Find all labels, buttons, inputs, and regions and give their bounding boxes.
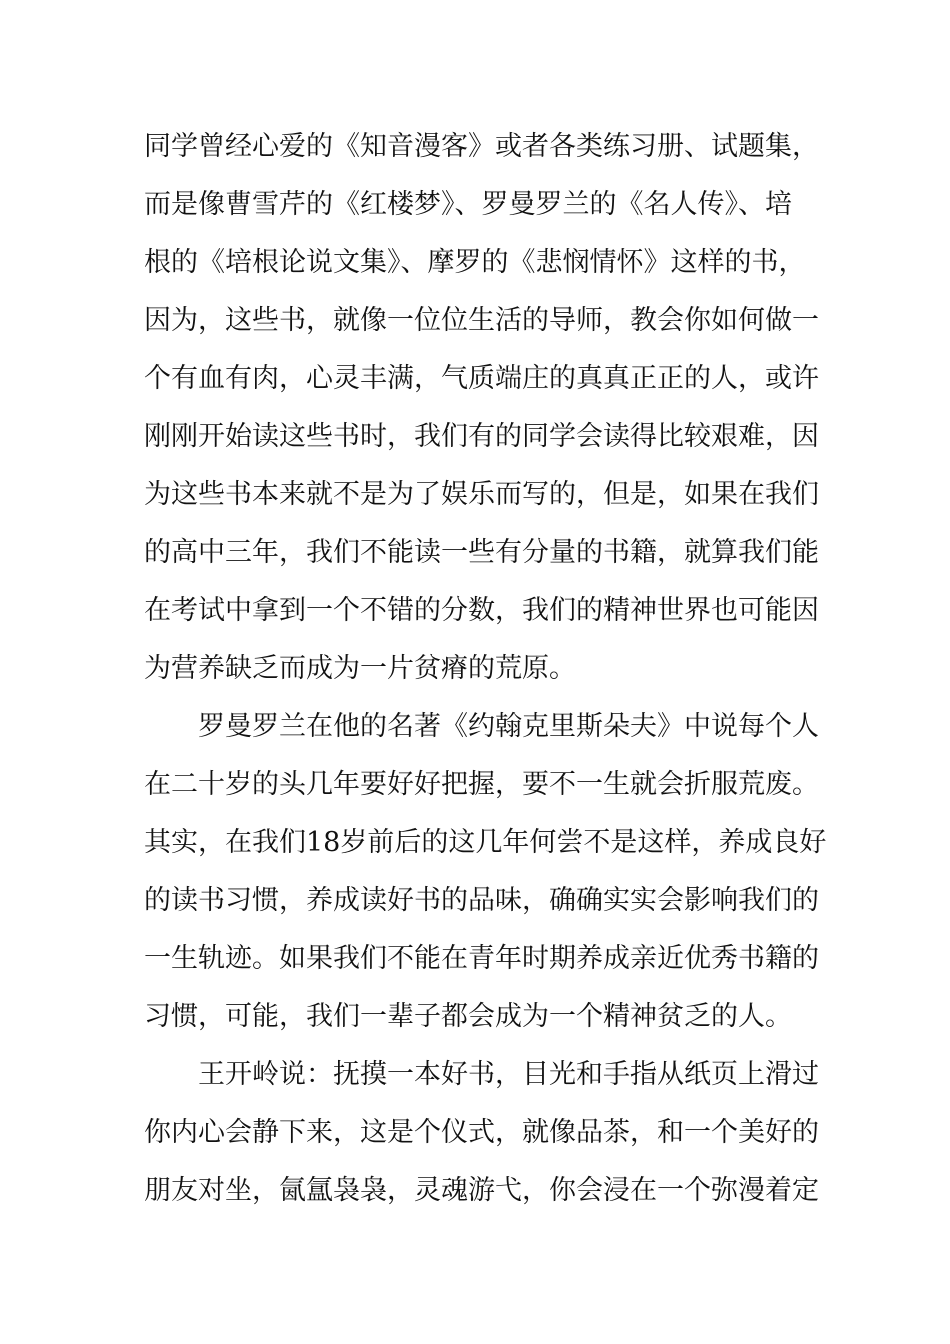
text-line: 其实，在我们18岁前后的这几年何尝不是这样，养成良好 — [144, 827, 827, 858]
text-line: 在二十岁的头几年要好好把握，要不一生就会折服荒废。 — [144, 769, 819, 800]
text-line: 因为，这些书，就像一位位生活的导师，教会你如何做一 — [144, 305, 819, 336]
text-line: 而是像曹雪芹的《红楼梦》、罗曼罗兰的《名人传》、培 — [144, 189, 792, 220]
text-line: 朋友对坐，氤氲袅袅，灵魂游弋，你会浸在一个弥漫着定 — [144, 1175, 819, 1206]
text-line: 为这些书本来就不是为了娱乐而写的，但是，如果在我们 — [144, 479, 819, 510]
document-body — [144, 118, 827, 1220]
text-line: 习惯，可能，我们一辈子都会成为一个精神贫乏的人。 — [144, 1001, 792, 1032]
text-line: 为营养缺乏而成为一片贫瘠的荒原。 — [144, 653, 576, 684]
text-line: 的读书习惯，养成读好书的品味，确确实实会影响我们的 — [144, 885, 819, 916]
text-line: 个有血有肉，心灵丰满，气质端庄的真真正正的人，或许 — [144, 363, 819, 394]
text-line: 根的《培根论说文集》、摩罗的《悲悯情怀》这样的书， — [144, 247, 806, 278]
text-line: 一生轨迹。如果我们不能在青年时期养成亲近优秀书籍的 — [144, 943, 819, 974]
text-line: 刚刚开始读这些书时，我们有的同学会读得比较艰难，因 — [144, 421, 819, 452]
text-line: 罗曼罗兰在他的名著《约翰克里斯朵夫》中说每个人 — [198, 711, 819, 742]
text-line: 同学曾经心爱的《知音漫客》或者各类练习册、试题集， — [144, 131, 819, 162]
text-line: 在考试中拿到一个不错的分数，我们的精神世界也可能因 — [144, 595, 819, 626]
text-line: 的高中三年，我们不能读一些有分量的书籍，就算我们能 — [144, 537, 819, 568]
text-line: 王开岭说：抚摸一本好书，目光和手指从纸页上滑过 — [198, 1059, 819, 1090]
text-line: 你内心会静下来，这是个仪式，就像品茶，和一个美好的 — [144, 1117, 819, 1148]
